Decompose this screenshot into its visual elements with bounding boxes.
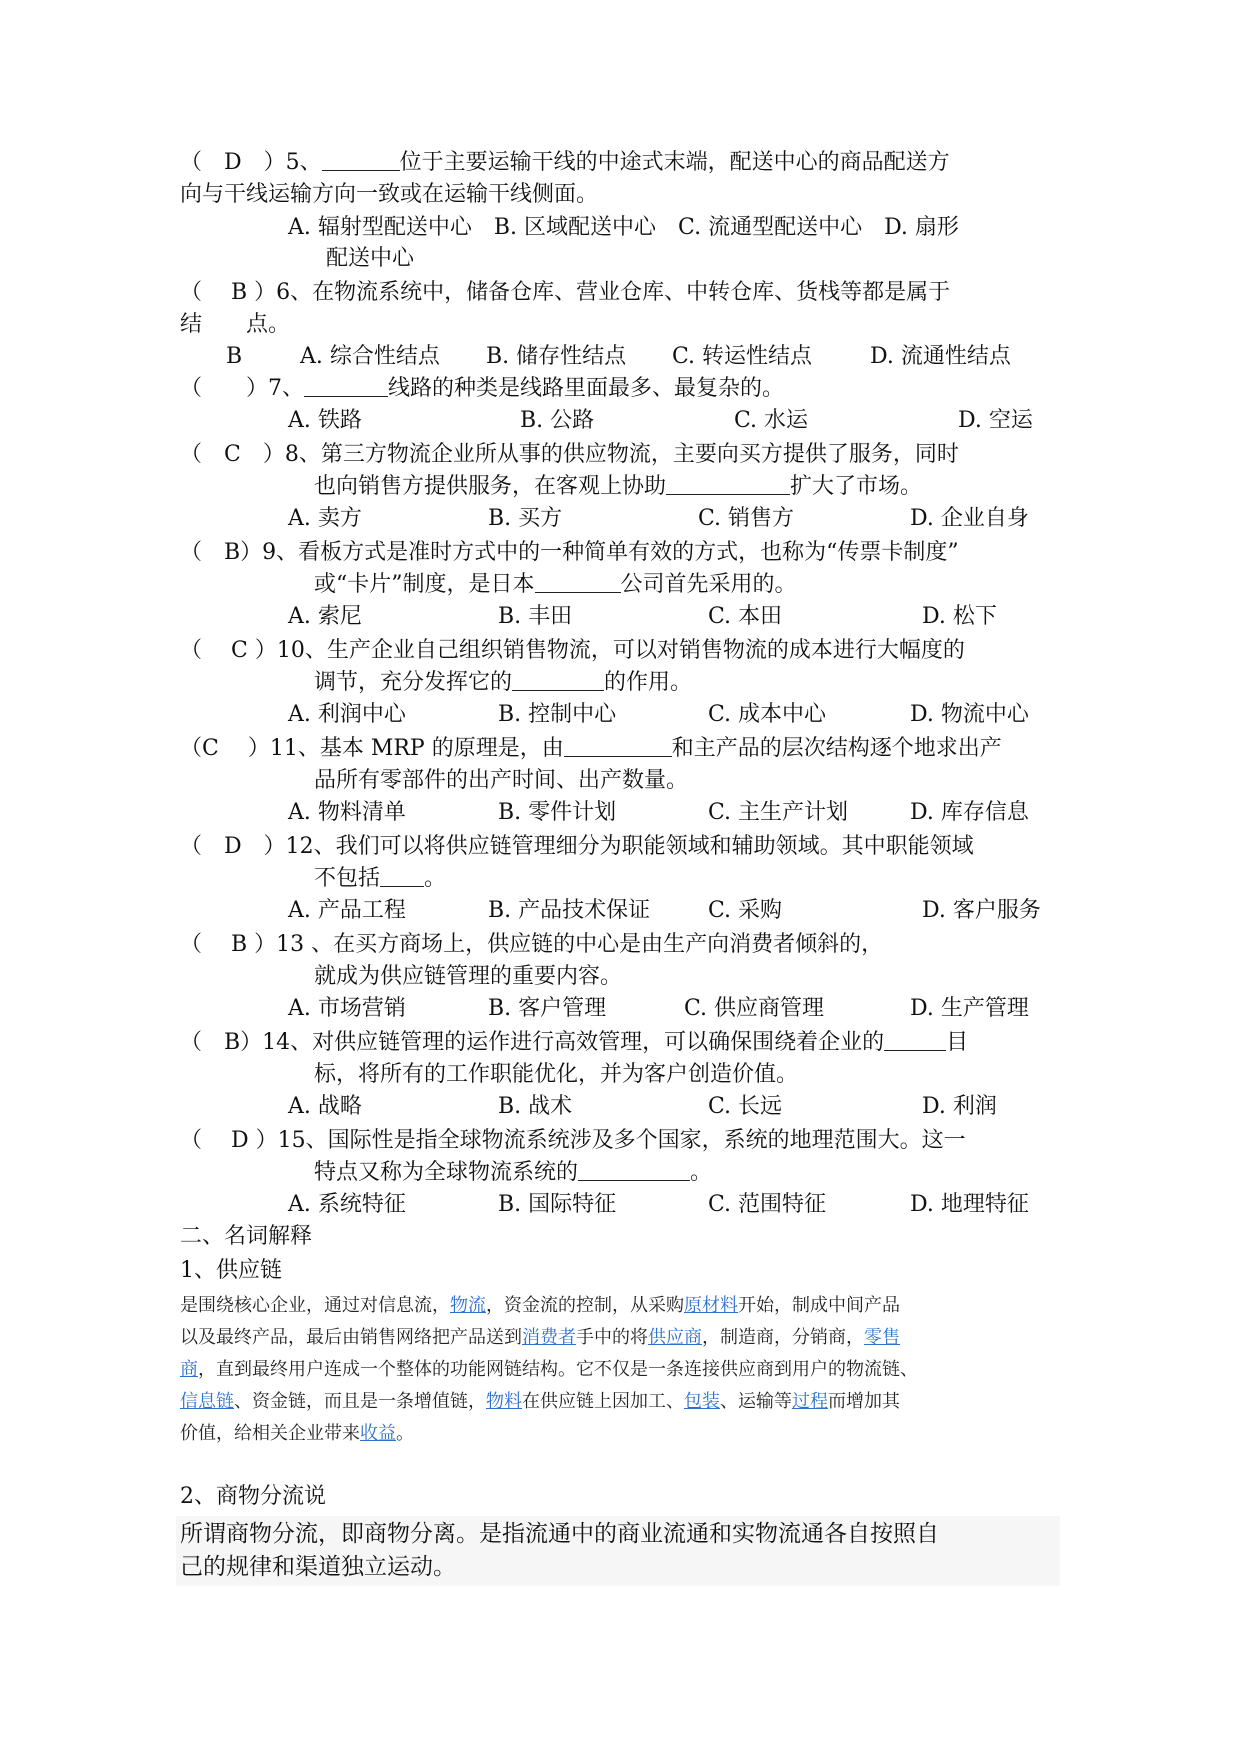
question-15-stem-before: 特点又称为全球物流系统的 (314, 1160, 579, 1185)
question-8-option-a: A. 卖方 (288, 506, 362, 531)
definition-text: 、运输等 (720, 1391, 792, 1412)
definition-text: ，直到最终用户连成一个整体的功能网链结构。它不仅是一条连接供应商到用户的物流链、 (198, 1359, 918, 1380)
question-12-line-2 (314, 864, 446, 894)
term-2-definition-line-2: 己的规律和渠道独立运动。 (180, 1554, 456, 1580)
question-11-line-1 (180, 734, 1002, 764)
link-guocheng[interactable]: 过程 (792, 1391, 828, 1412)
question-11-stem-before: （C ）11、基本 MRP 的原理是，由 (180, 736, 564, 761)
question-8-options (288, 504, 1088, 534)
question-9-stem-before: 或“卡片”制度，是日本 (314, 572, 535, 597)
question-9-option-b: B. 丰田 (498, 604, 573, 629)
question-6-line-1: （ B ）6、在物流系统中，储备仓库、营业仓库、中转仓库、货栈等都是属于 (180, 280, 951, 305)
question-12-blank (380, 864, 424, 887)
question-8-line-1: （ C ）8、第三方物流企业所从事的供应物流，主要向买方提供了服务，同时 (180, 442, 959, 467)
question-12-option-b: B. 产品技术保证 (488, 898, 651, 923)
question-13-option-b: B. 客户管理 (488, 996, 607, 1021)
question-9-option-d: D. 松下 (922, 604, 997, 629)
question-15-option-c: C. 范围特征 (708, 1192, 827, 1217)
question-12-line-1: （ D ）12、我们可以将供应链管理细分为职能领域和辅助领域。其中职能领域 (180, 834, 974, 859)
question-15-option-d: D. 地理特征 (910, 1192, 1029, 1217)
definition-text: 、资金链，而且是一条增值链， (234, 1391, 486, 1412)
question-6-option-a: A. 综合性结点 (300, 344, 440, 369)
link-yuancailiao[interactable]: 原材料 (684, 1295, 738, 1316)
question-5-line-2: 向与干线运输方向一致或在运输干线侧面。 (180, 182, 599, 207)
question-15-option-b: B. 国际特征 (498, 1192, 617, 1217)
question-14-option-c: C. 长远 (708, 1094, 783, 1119)
definition-text: 开始，制成中间产品 (738, 1295, 900, 1316)
question-14-blank (884, 1028, 946, 1051)
question-12-stem-after: 。 (424, 866, 447, 891)
question-14-stem-after: 目 (946, 1030, 969, 1055)
question-12-stem-before: 不包括 (314, 866, 381, 891)
link-shouyi[interactable]: 收益 (360, 1423, 396, 1444)
question-10-option-b: B. 控制中心 (498, 702, 617, 727)
question-5-stem: 位于主要运输干线的中途式末端，配送中心的商品配送方 (399, 150, 950, 175)
question-8-stem-after: 扩大了市场。 (790, 474, 923, 499)
term-2-title: 2、商物分流说 (180, 1484, 326, 1509)
question-12-option-c: C. 采购 (708, 898, 783, 923)
link-xiaofeizhe[interactable]: 消费者 (522, 1327, 576, 1348)
question-11-stem-after: 和主产品的层次结构逐个地求出产 (671, 736, 1002, 761)
question-7-option-d: D. 空运 (958, 408, 1033, 433)
question-11-line-2: 品所有零部件的出产时间、出产数量。 (314, 768, 689, 793)
definition-text: 而增加其 (828, 1391, 900, 1412)
definition-text: 在供应链上因加工、 (522, 1391, 684, 1412)
question-5-blank (322, 148, 400, 171)
question-8-option-c: C. 销售方 (698, 506, 795, 531)
question-15-stem-after: 。 (690, 1160, 713, 1185)
question-8-stem-before: 也向销售方提供服务，在客观上协助 (314, 474, 667, 499)
question-10-stem-after: 的作用。 (604, 670, 693, 695)
question-11-option-b: B. 零件计划 (498, 800, 617, 825)
question-10-line-2 (314, 668, 692, 698)
definition-text: 价值，给相关企业带来 (180, 1423, 360, 1444)
definition-text: 手中的将 (576, 1327, 648, 1348)
question-7-blank (304, 374, 388, 397)
question-7-option-a: A. 铁路 (288, 408, 362, 433)
question-9-option-c: C. 本田 (708, 604, 783, 629)
question-13-option-d: D. 生产管理 (910, 996, 1029, 1021)
question-10-stem-before: 调节，充分发挥它的 (314, 670, 513, 695)
question-14-option-b: B. 战术 (498, 1094, 573, 1119)
question-12-option-d: D. 客户服务 (922, 898, 1041, 923)
section-heading: 二、名词解释 (180, 1224, 313, 1249)
question-5-prefix: （ D ）5、 (180, 150, 322, 175)
question-8-option-d: D. 企业自身 (910, 506, 1029, 531)
term-2-definition-line-1: 所谓商物分流，即商物分离。是指流通中的商业流通和实物流通各自按照自 (180, 1521, 939, 1547)
link-gongyingshang[interactable]: 供应商 (648, 1327, 702, 1348)
question-15-blank (578, 1158, 690, 1181)
question-7-options (288, 406, 1088, 436)
link-lingshoushang[interactable]: 零售 (864, 1327, 900, 1348)
question-6-options (226, 342, 1126, 372)
link-wuliu[interactable]: 物流 (450, 1295, 486, 1316)
question-13-options (288, 994, 1088, 1024)
question-8-line-2 (314, 472, 922, 502)
question-9-stem-after: 公司首先采用的。 (620, 572, 797, 597)
question-10-option-d: D. 物流中心 (910, 702, 1029, 727)
question-5-options-cont: 配送中心 (326, 246, 415, 271)
definition-text: 。 (396, 1423, 414, 1444)
question-13-option-a: A. 市场营销 (288, 996, 406, 1021)
question-15-line-1: （ D ）15、国际性是指全球物流系统涉及多个国家，系统的地理范围大。这一 (180, 1128, 966, 1153)
question-13-line-1: （ B ）13 、在买方商场上，供应链的中心是由生产向消费者倾斜的， (180, 932, 884, 957)
question-9-line-1: （ B）9、看板方式是准时方式中的一种简单有效的方式，也称为“传票卡制度” (180, 540, 959, 565)
question-14-stem-before: （ B）14、对供应链管理的运作进行高效管理，可以确保围绕着企业的 (180, 1030, 885, 1055)
question-6-option-d: D. 流通性结点 (870, 344, 1011, 369)
question-9-line-2 (314, 570, 797, 600)
link-xinxilian[interactable]: 信息链 (180, 1391, 234, 1412)
question-9-blank (535, 570, 621, 593)
question-10-option-c: C. 成本中心 (708, 702, 827, 727)
question-12-option-a: A. 产品工程 (288, 898, 406, 923)
term-1-definition-line-4 (180, 1386, 900, 1418)
term-1-title: 1、供应链 (180, 1258, 282, 1283)
question-14-line-2: 标，将所有的工作职能优化，并为客户创造价值。 (314, 1062, 799, 1087)
link-wuliao[interactable]: 物料 (486, 1391, 522, 1412)
question-8-option-b: B. 买方 (488, 506, 563, 531)
question-14-options (288, 1092, 1088, 1122)
term-1-definition-line-3 (180, 1354, 918, 1386)
question-15-line-2 (314, 1158, 712, 1188)
question-14-line-1 (180, 1028, 968, 1058)
question-14-option-a: A. 战略 (288, 1094, 362, 1119)
question-11-option-a: A. 物料清单 (288, 800, 406, 825)
question-7-line-1 (180, 374, 784, 404)
question-7-option-c: C. 水运 (734, 408, 809, 433)
question-10-line-1: （ C ）10、生产企业自己组织销售物流，可以对销售物流的成本进行大幅度的 (180, 638, 965, 663)
definition-text: ，资金流的控制，从采购 (486, 1295, 684, 1316)
question-13-option-c: C. 供应商管理 (684, 996, 825, 1021)
question-7-stem: 线路的种类是线路里面最多、最复杂的。 (388, 376, 785, 401)
definition-text: ，制造商，分销商， (702, 1327, 864, 1348)
question-13-line-2: 就成为供应链管理的重要内容。 (314, 964, 623, 989)
term-1-definition-line-5 (180, 1418, 414, 1450)
question-9-options (288, 602, 1088, 632)
question-10-option-a: A. 利润中心 (288, 702, 406, 727)
definition-text: 以及最终产品，最后由销售网络把产品送到 (180, 1327, 522, 1348)
question-12-options (288, 896, 1088, 926)
question-11-option-c: C. 主生产计划 (708, 800, 849, 825)
question-11-options (288, 798, 1088, 828)
question-10-options (288, 700, 1088, 730)
term-1-definition-line-2 (180, 1322, 900, 1354)
definition-text: 是围绕核心企业，通过对信息流， (180, 1295, 450, 1316)
question-14-option-d: D. 利润 (922, 1094, 997, 1119)
question-15-options (288, 1190, 1088, 1220)
question-11-option-d: D. 库存信息 (910, 800, 1029, 825)
question-11-blank (564, 734, 672, 757)
question-15-option-a: A. 系统特征 (288, 1192, 406, 1217)
question-6-line-2: 结 点。 (180, 312, 291, 337)
question-9-option-a: A. 索尼 (288, 604, 362, 629)
term-1-definition-line-1 (180, 1290, 900, 1322)
question-6-option-c: C. 转运性结点 (672, 344, 813, 369)
question-7-option-b: B. 公路 (520, 408, 595, 433)
question-5-line-1 (180, 148, 950, 178)
question-10-blank (512, 668, 604, 691)
question-5-options: A. 辐射型配送中心 B. 区域配送中心 C. 流通型配送中心 D. 扇形 (288, 215, 959, 240)
question-7-prefix: （ ）7、 (180, 376, 304, 401)
question-6-option-b: B. 储存性结点 (486, 344, 627, 369)
question-6-answer-mark: B (226, 344, 243, 369)
link-lingshoushang-cont[interactable]: 商 (180, 1359, 198, 1380)
link-baozhuang[interactable]: 包装 (684, 1391, 720, 1412)
question-8-blank (666, 472, 790, 495)
